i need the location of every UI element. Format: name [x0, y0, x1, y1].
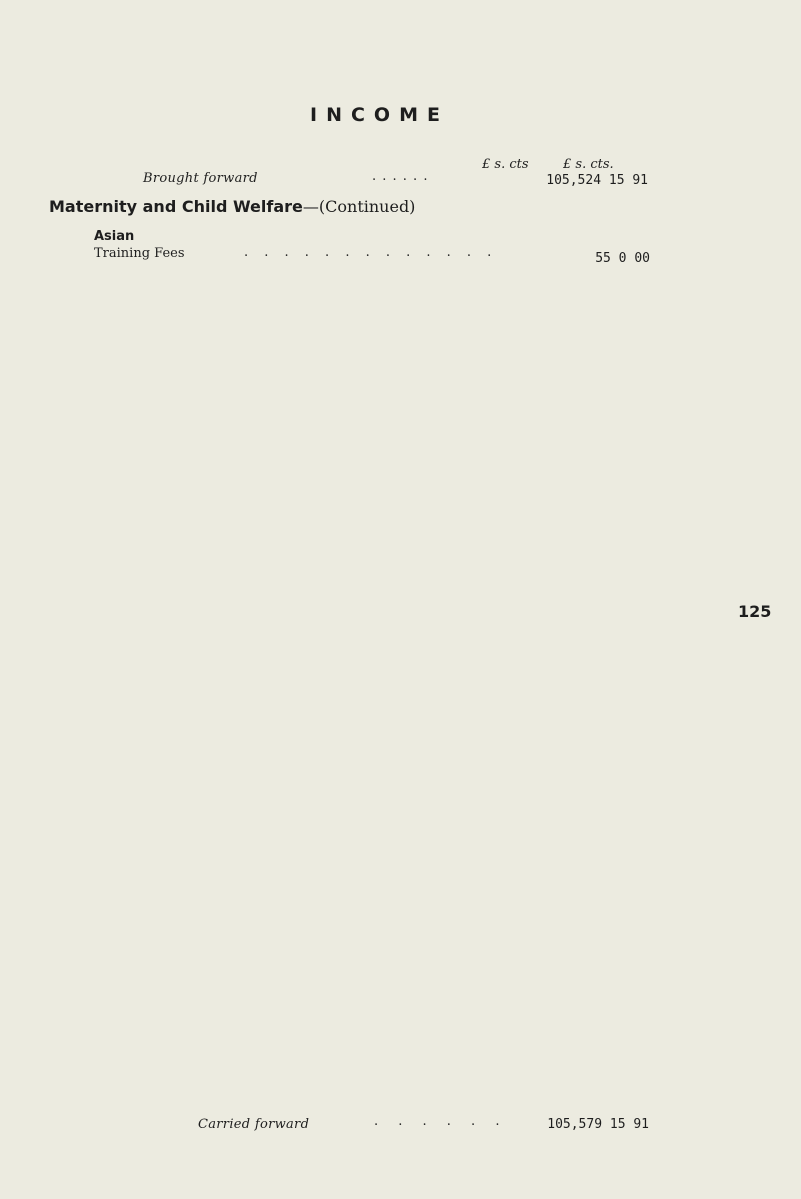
brought-forward-label: Brought forward — [143, 171, 258, 186]
dot-leader: . . . . . . — [372, 169, 429, 184]
page-number: 125 — [738, 602, 772, 621]
page-title: INCOME — [310, 104, 449, 126]
column-header-total: £ s. cts. — [563, 157, 614, 172]
section-heading-title: Maternity and Child Welfare — [49, 197, 303, 216]
line-item-amount: 55 0 00 — [595, 251, 650, 266]
column-header-pounds-shillings-cents: £ s. cts — [482, 157, 529, 172]
section-heading — [49, 197, 415, 216]
line-item-label: Training Fees — [94, 246, 185, 261]
carried-forward-amount: 105,579 15 91 — [547, 1117, 649, 1132]
dot-leader: . . . . . . — [374, 1114, 508, 1129]
dot-leader: . . . . . . . . . . . . . — [244, 245, 498, 260]
carried-forward-label: Carried forward — [198, 1117, 310, 1132]
brought-forward-amount: 105,524 15 91 — [546, 173, 648, 188]
section-heading-continued: —(Continued) — [302, 197, 416, 216]
subheading-asian: Asian — [94, 229, 135, 244]
